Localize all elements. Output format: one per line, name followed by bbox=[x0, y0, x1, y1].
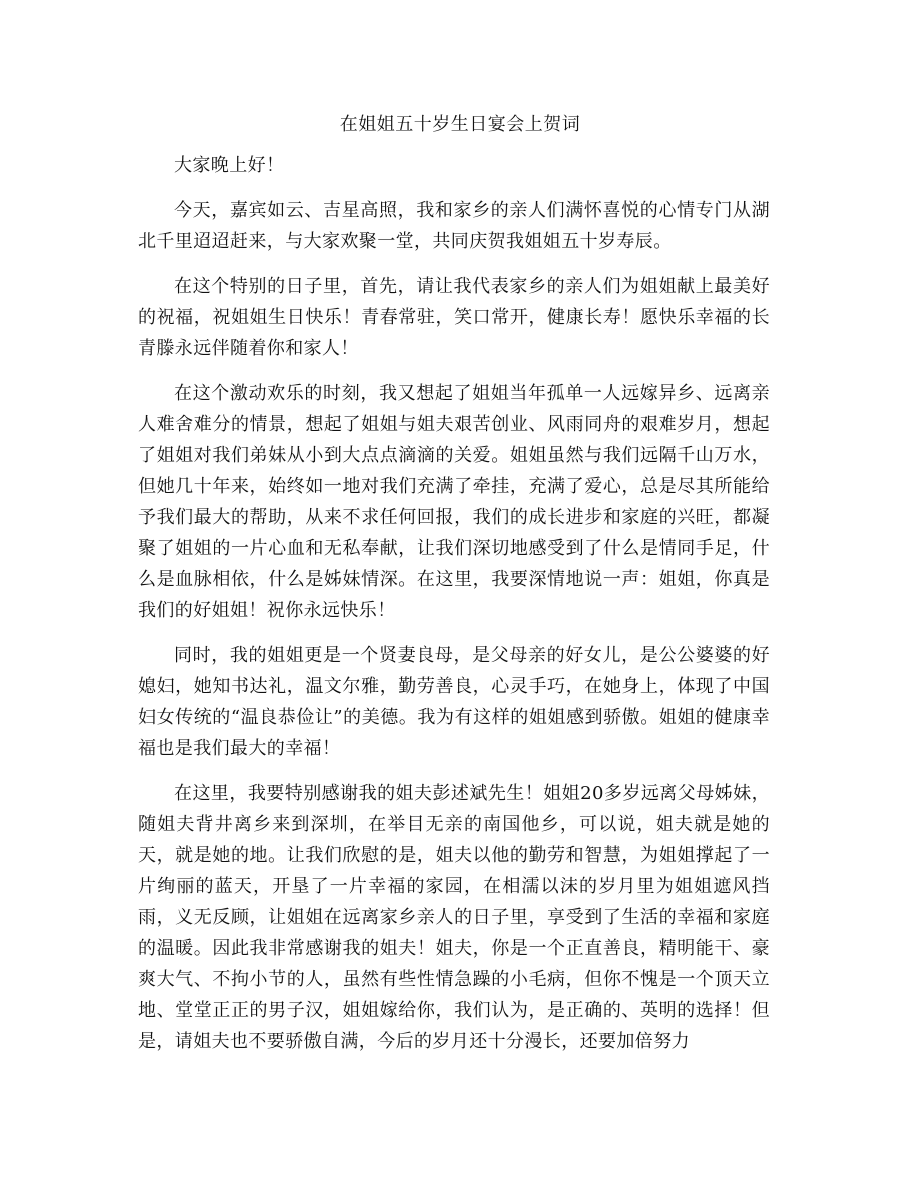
paragraph-opening: 今天，嘉宾如云、吉星高照，我和家乡的亲人们满怀喜悦的心情专门从湖北千里迢迢赶来，与大家欢聚一堂，共同庆贺我姐姐五十岁寿辰。 bbox=[138, 200, 770, 252]
paragraph-memories: 在这个激动欢乐的时刻，我又想起了姐姐当年孤单一人远嫁异乡、远离亲人难舍难分的情景，想起了姐姐与姐夫艰苦创业、风雨同舟的艰难岁月，想起了姐姐对我们弟妹从小到大点点滴滴的关爱。姐姐虽然与我们远隔千山万水，但她几十年来，始终如一地对我们充满了牵挂，充满了爱心，总是尽其所能给予我们最大的帮助，从来不求任何回报，我们的成长进步和家庭的兴旺，都凝聚了姐姐的一片心血和无私奉献，让我们深切地感受到了什么是情同手足，什么是血脉相依，什么是姊妹情深。在这里，我要深情地说一声：姐姐，你真是我们的好姐姐！祝你永远快乐！ bbox=[138, 383, 770, 621]
paragraph-greeting: 大家晚上好！ bbox=[174, 155, 285, 176]
paragraph-virtues: 同时，我的姐姐更是一个贤妻良母，是父母亲的好女儿，是公公婆婆的好媳妇，她知书达礼，温文尔雅，勤劳善良，心灵手巧，在她身上，体现了中国妇女传统的“温良恭俭让”的美德。我为有这样的姐姐感到骄傲。姐姐的健康幸福也是我们最大的幸福！ bbox=[138, 645, 770, 759]
paragraph-thanks-brother-in-law: 在这里，我要特别感谢我的姐夫彭述斌先生！姐姐20多岁远离父母姊妹，随姐夫背井离乡来到深圳，在举目无亲的南国他乡，可以说，姐夫就是她的天，就是她的地。让我们欣慰的是，姐夫以他的勤劳和智慧，为姐姐撑起了一片绚丽的蓝天，开垦了一片幸福的家园，在相濡以沫的岁月里为姐姐遮风挡雨，义无反顾，让姐姐在远离家乡亲人的日子里，享受到了生活的幸福和家庭的温暖。因此我非常感谢我的姐夫！姐夫，你是一个正直善良，精明能干、豪爽大气、不拘小节的人，虽然有些性情急躁的小毛病，但你不愧是一个顶天立地、堂堂正正的男子汉，姐姐嫁给你，我们认为，是正确的、英明的选择！但是，请姐夫也不要骄傲自满，今后的岁月还十分漫长，还要加倍努力 bbox=[138, 783, 770, 1052]
document-title: 在姐姐五十岁生日宴会上贺词 bbox=[339, 114, 581, 135]
document-body bbox=[138, 150, 770, 1071]
paragraph-blessing: 在这个特别的日子里，首先，请让我代表家乡的亲人们为姐姐献上最美好的祝福，祝姐姐生日快乐！青春常驻，笑口常开，健康长寿！愿快乐幸福的长青滕永远伴随着你和家人！ bbox=[138, 276, 770, 359]
